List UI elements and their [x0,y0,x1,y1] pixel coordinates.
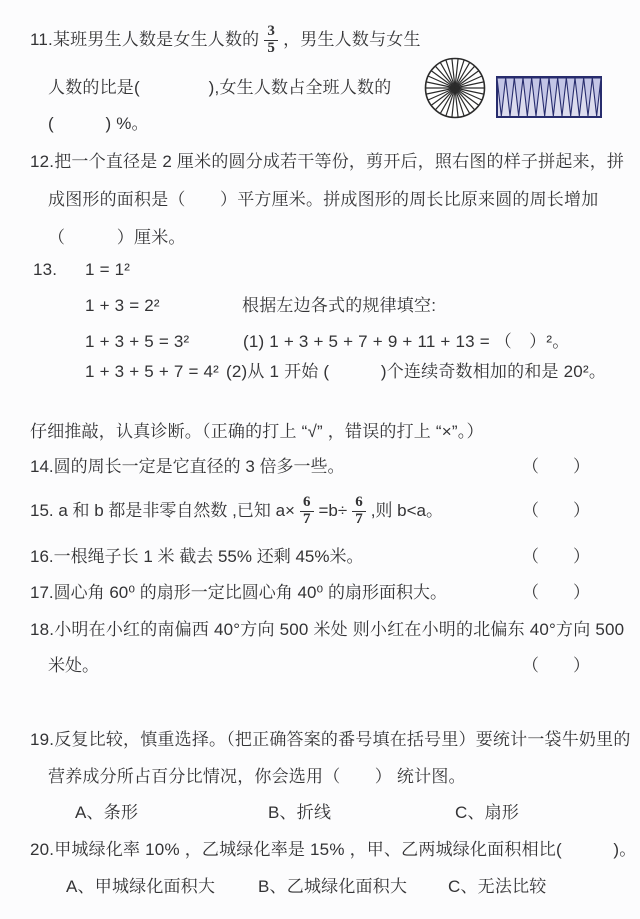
fraction-6-7-b: $\frac{6}{7}$ [352,495,366,528]
q20-option-a: A、甲城绿化面积大 [66,877,216,896]
question-11-line3: ( ) %。 [48,114,149,133]
q15-text-mid: =b÷ [318,501,348,520]
question-17-row [30,581,590,605]
question-18-line2: 米处。 [48,656,99,675]
question-18-line1: 18.小明在小红的南偏西 40°方向 500 米处 则小红在小明的北偏东 40°方向 500 [30,620,625,639]
question-16-text: 16.一根绳子长 1 米 截去 55% 还剩 45%米。 [30,547,364,566]
question-13-number: 13. [33,260,58,279]
sector-circle-figure [423,56,487,120]
q13-equation-1: 1 = 1² [85,260,131,279]
q13-equation-4: 1 + 3 + 5 + 7 = 4² [85,362,220,381]
question-14-row [30,455,590,479]
question-12-line3: （ ）厘米。 [48,228,186,247]
question-19-line1: 19.反复比较，慎重选择。（把正确答案的番号填在括号里）要统计一袋牛奶里的 [30,730,631,749]
question-12-line2: 成图形的面积是（ ）平方厘米。拼成图形的周长比原来圆的周长增加 [48,190,599,209]
question-15-text [30,495,443,528]
question-20-text: 20.甲城绿化率 10% ，乙城绿化率是 15% ，甲、乙两城绿化面积相比( )。 [30,840,637,859]
q19-option-a: A、条形 [75,803,139,822]
q13-sub-question-1: (1) 1 + 3 + 5 + 7 + 9 + 11 + 13 = （ ）²。 [243,332,570,351]
q17-answer-blank: （ ） [522,583,590,602]
q20-option-c: C、无法比较 [448,877,547,896]
true-false-section-header: 仔细推敲，认真诊断。（正确的打上 “√” ，错误的打上 “×”。） [30,422,484,441]
question-17-text: 17.圆心角 60⁰ 的扇形一定比圆心角 40⁰ 的扇形面积大。 [30,583,447,602]
q13-note: 根据左边各式的规律填空: [242,296,437,315]
q11-text-pre: 11.某班男生人数是女生人数的 [30,30,260,49]
question-15-row [30,488,590,534]
q18-answer-blank: （ ） [522,656,590,675]
q13-equation-2: 1 + 3 = 2² [85,296,160,315]
q15-text-post: ,则 b<a。 [370,501,444,520]
question-16-row [30,545,590,569]
question-14-text: 14.圆的周长一定是它直径的 3 倍多一些。 [30,457,345,476]
fraction-6-7-a: $\frac{6}{7}$ [300,495,314,528]
question-12-line1: 12.把一个直径是 2 厘米的圆分成若干等份，剪开后，照右图的样子拼起来，拼 [30,152,625,171]
q15-text-pre: 15. a 和 b 都是非零自然数 ,已知 a× [30,501,295,520]
q13-sub-question-2: (2)从 1 开始 ( )个连续奇数相加的和是 20²。 [226,362,607,381]
q16-answer-blank: （ ） [522,547,590,566]
question-19-line2: 营养成分所占百分比情况，你会选用（ ） 统计图。 [48,767,466,786]
fraction-3-5: $\frac{3}{5}$ [264,24,278,57]
q13-equation-3: 1 + 3 + 5 = 3² [85,332,190,351]
q11-text-post: ，男生人数与女生 [283,30,421,49]
assembled-rectangle-figure [496,76,602,118]
question-11-line1 [30,16,421,64]
q20-option-b: B、乙城绿化面积大 [258,877,408,896]
q15-answer-blank: （ ） [522,501,590,520]
question-11-line2: 人数的比是( ),女生人数占全班人数的 [48,78,392,97]
q14-answer-blank: （ ） [522,457,590,476]
question-18-row2 [30,654,590,678]
q19-option-b: B、折线 [268,803,332,822]
q19-option-c: C、扇形 [455,803,520,822]
